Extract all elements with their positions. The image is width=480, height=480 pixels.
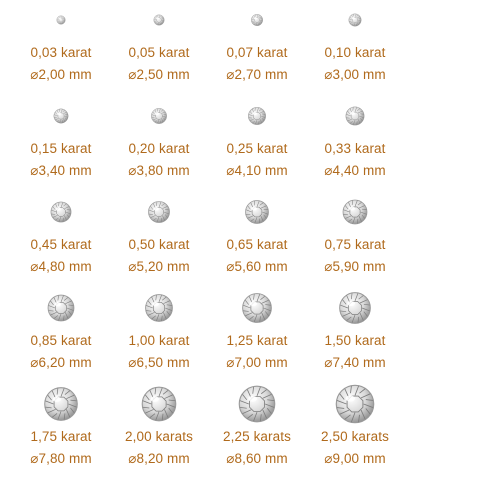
size-cell [12, 288, 110, 384]
diamond-icon [349, 14, 362, 27]
diamond-icon [148, 201, 170, 223]
size-cell [306, 0, 404, 96]
diameter-label: ⌀3,40 mm [30, 163, 92, 178]
diameter-label: ⌀9,00 mm [324, 451, 386, 466]
carat-label: 2,00 karats [125, 429, 193, 444]
size-cell [110, 192, 208, 288]
size-cell [208, 0, 306, 96]
diameter-label: ⌀5,20 mm [128, 259, 190, 274]
carat-label: 0,10 karat [324, 45, 386, 60]
size-cell [306, 288, 404, 384]
diameter-label: ⌀8,20 mm [128, 451, 190, 466]
size-cell [12, 192, 110, 288]
diamond-icon [242, 293, 272, 323]
diamond-icon [343, 200, 368, 225]
diamond-icon [336, 385, 375, 424]
size-cell [110, 0, 208, 96]
diameter-label: ⌀7,40 mm [324, 355, 386, 370]
carat-label: 0,65 karat [226, 237, 288, 252]
carat-label: 0,33 karat [324, 141, 386, 156]
size-cell [208, 384, 306, 480]
diamond-icon [142, 387, 177, 422]
diameter-label: ⌀8,60 mm [226, 451, 288, 466]
carat-label: 0,20 karat [128, 141, 190, 156]
size-cell [208, 288, 306, 384]
carat-label: 0,25 karat [226, 141, 288, 156]
size-cell [208, 96, 306, 192]
carat-label: 0,07 karat [226, 45, 288, 60]
diameter-label: ⌀6,20 mm [30, 355, 92, 370]
diameter-label: ⌀3,80 mm [128, 163, 190, 178]
size-cell [110, 384, 208, 480]
diamond-icon [339, 292, 371, 324]
carat-label: 1,50 karat [324, 333, 386, 348]
carat-label: 1,00 karat [128, 333, 190, 348]
diameter-label: ⌀5,60 mm [226, 259, 288, 274]
diamond-icon [251, 14, 263, 26]
diamond-icon [44, 387, 78, 421]
size-cell [110, 96, 208, 192]
carat-label: 0,75 karat [324, 237, 386, 252]
size-cell [12, 384, 110, 480]
diameter-label: ⌀4,40 mm [324, 163, 386, 178]
diameter-label: ⌀2,00 mm [30, 67, 92, 82]
diameter-label: ⌀7,00 mm [226, 355, 288, 370]
diamond-icon [248, 107, 266, 125]
carat-label: 0,05 karat [128, 45, 190, 60]
carat-label: 0,15 karat [30, 141, 92, 156]
size-cell [306, 384, 404, 480]
diamond-icon [154, 15, 165, 26]
diamond-icon [245, 200, 269, 224]
diameter-label: ⌀7,80 mm [30, 451, 92, 466]
carat-label: 0,45 karat [30, 237, 92, 252]
size-cell [306, 192, 404, 288]
diamond-size-chart [12, 0, 404, 480]
size-cell [208, 192, 306, 288]
carat-label: 0,50 karat [128, 237, 190, 252]
size-cell [12, 96, 110, 192]
diamond-icon [57, 16, 66, 25]
size-cell [110, 288, 208, 384]
size-cell [12, 0, 110, 96]
carat-label: 2,50 karats [321, 429, 389, 444]
carat-label: 0,03 karat [30, 45, 92, 60]
carat-label: 1,25 karat [226, 333, 288, 348]
carat-label: 0,85 karat [30, 333, 92, 348]
diamond-icon [151, 108, 167, 124]
diamond-icon [54, 109, 69, 124]
diameter-label: ⌀2,70 mm [226, 67, 288, 82]
diamond-icon [239, 386, 276, 423]
diamond-icon [48, 295, 75, 322]
carat-label: 1,75 karat [30, 429, 92, 444]
diamond-icon [51, 202, 72, 223]
diameter-label: ⌀6,50 mm [128, 355, 190, 370]
size-cell [306, 96, 404, 192]
diameter-label: ⌀4,10 mm [226, 163, 288, 178]
diameter-label: ⌀5,90 mm [324, 259, 386, 274]
diamond-icon [145, 294, 173, 322]
carat-label: 2,25 karats [223, 429, 291, 444]
diameter-label: ⌀4,80 mm [30, 259, 92, 274]
diameter-label: ⌀3,00 mm [324, 67, 386, 82]
diamond-icon [346, 107, 365, 126]
diameter-label: ⌀2,50 mm [128, 67, 190, 82]
